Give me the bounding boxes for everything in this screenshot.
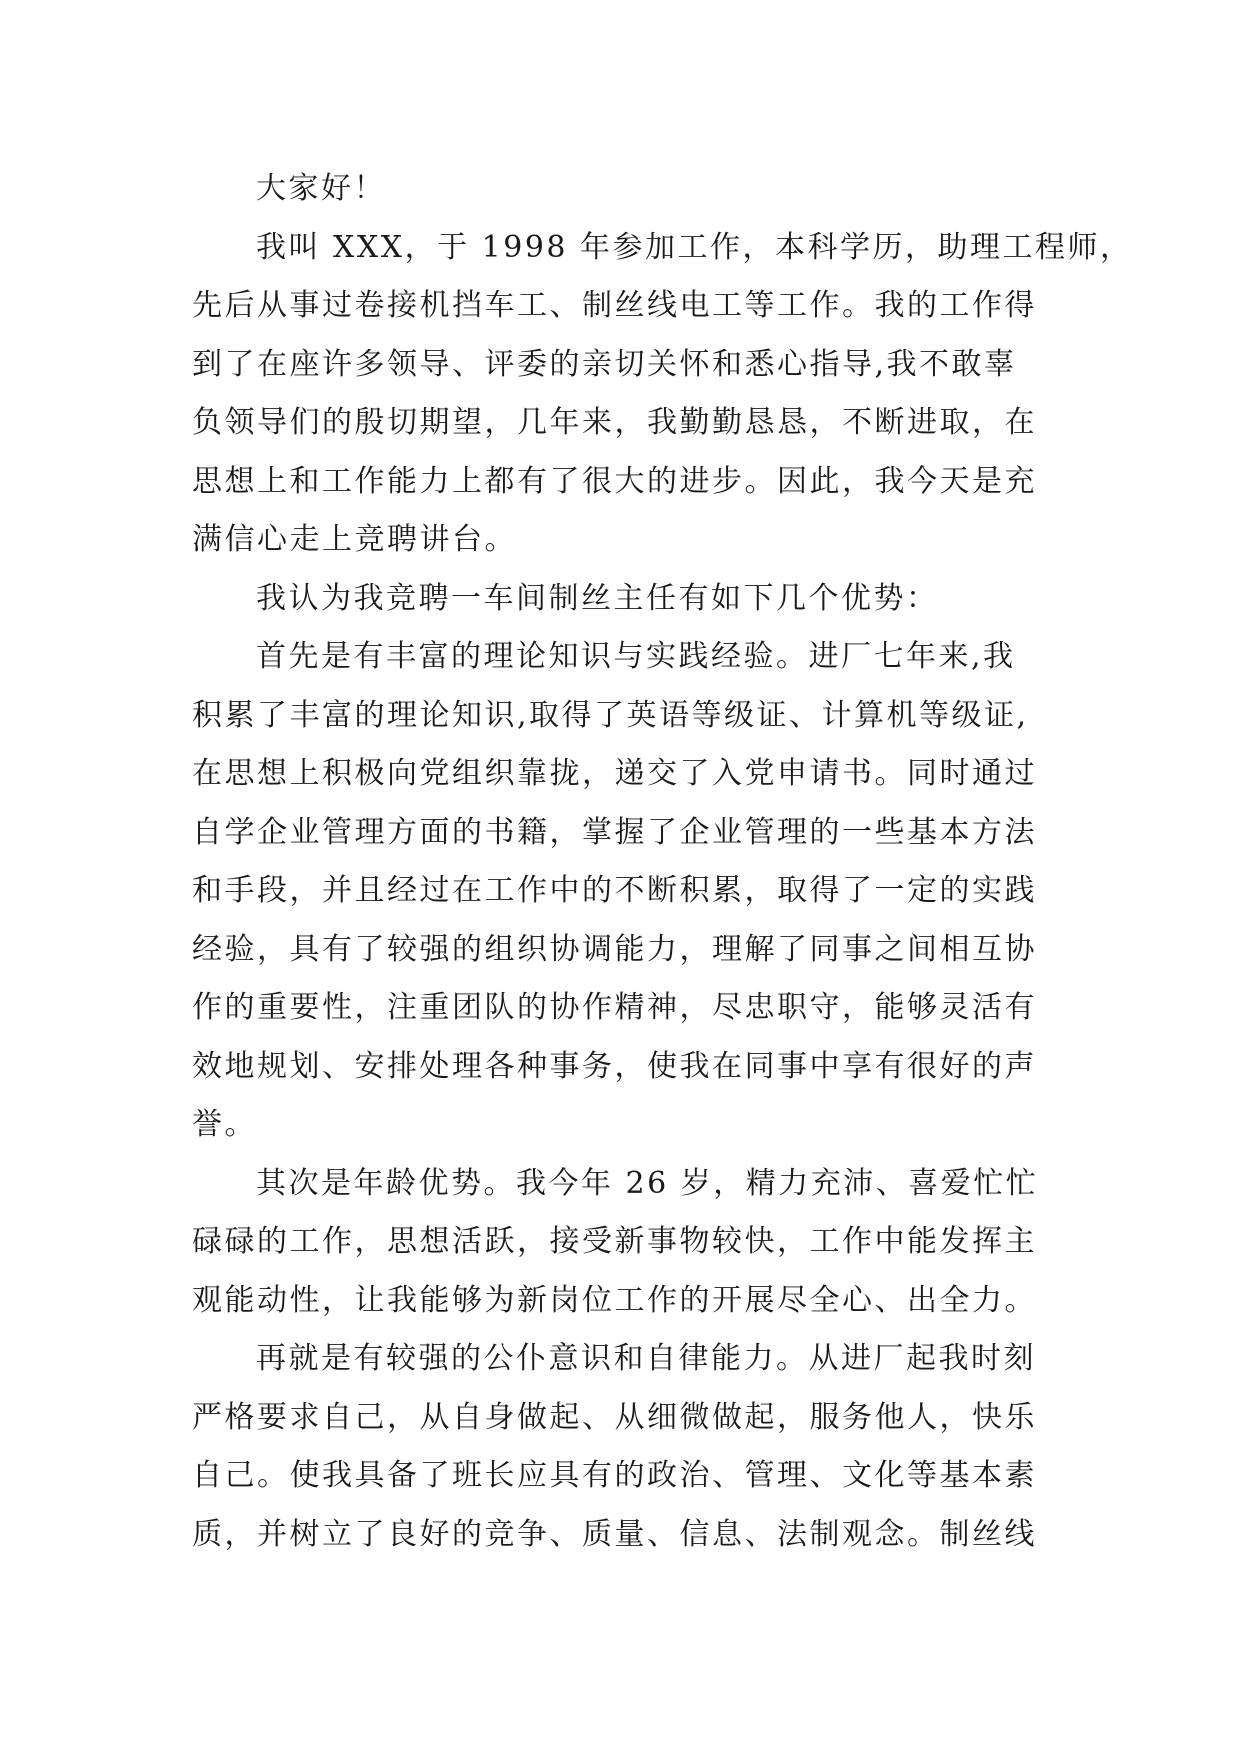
text-line: 自学企业管理方面的书籍，掌握了企业管理的一些基本方法 [192, 814, 1037, 850]
text-line: 誉。 [192, 1107, 257, 1142]
text-line: 负领导们的殷切期望，几年来，我勤勤恳恳，不断进取，在 [192, 405, 1037, 440]
text-line: 在思想上积极向党组织靠拢，递交了入党申请书。同时通过 [192, 756, 1037, 791]
text-line: 我叫 XXX，于 1998 年参加工作，本科学历，助理工程师， [256, 229, 1133, 265]
text-line: 碌碌的工作，思想活跃，接受新事物较快，工作中能发挥主 [192, 1224, 1037, 1259]
greeting-line: 大家好！ [256, 171, 386, 206]
text-line: 先后从事过卷接机挡车工、制丝线电工等工作。我的工作得 [192, 288, 1037, 323]
text-line: 经验，具有了较强的组织协调能力，理解了同事之间相互协 [192, 931, 1037, 967]
text-line: 思想上和工作能力上都有了很大的进步。因此，我今天是充 [192, 463, 1037, 499]
text-line: 和手段，并且经过在工作中的不断积累，取得了一定的实践 [192, 873, 1037, 908]
text-line: 到了在座许多领导、评委的亲切关怀和悉心指导,我不敢辜 [192, 346, 1017, 382]
text-line: 自己。使我具备了班长应具有的政治、管理、文化等基本素 [192, 1458, 1037, 1493]
text-line: 观能动性，让我能够为新岗位工作的开展尽全心、出全力。 [192, 1282, 1037, 1318]
text-line: 满信心走上竞聘讲台。 [192, 522, 517, 557]
text-line: 质，并树立了良好的竞争、质量、信息、法制观念。制丝线 [192, 1516, 1037, 1552]
text-line: 首先是有丰富的理论知识与实践经验。进厂七年来,我 [256, 639, 1016, 674]
speech-body [192, 160, 1133, 1564]
text-line: 再就是有较强的公仆意识和自律能力。从进厂起我时刻 [256, 1341, 1036, 1376]
text-line: 作的重要性，注重团队的协作精神，尽忠职守，能够灵活有 [192, 990, 1037, 1025]
text-line: 效地规划、安排处理各种事务，使我在同事中享有很好的声 [192, 1048, 1037, 1084]
text-line: 严格要求自己，从自身做起、从细微做起，服务他人，快乐 [192, 1399, 1037, 1435]
text-line: 我认为我竞聘一车间制丝主任有如下几个优势： [256, 580, 939, 616]
text-line: 积累了丰富的理论知识,取得了英语等级证、计算机等级证, [192, 697, 1029, 733]
text-line: 其次是年龄优势。我今年 26 岁，精力充沛、喜爱忙忙 [256, 1165, 1039, 1201]
